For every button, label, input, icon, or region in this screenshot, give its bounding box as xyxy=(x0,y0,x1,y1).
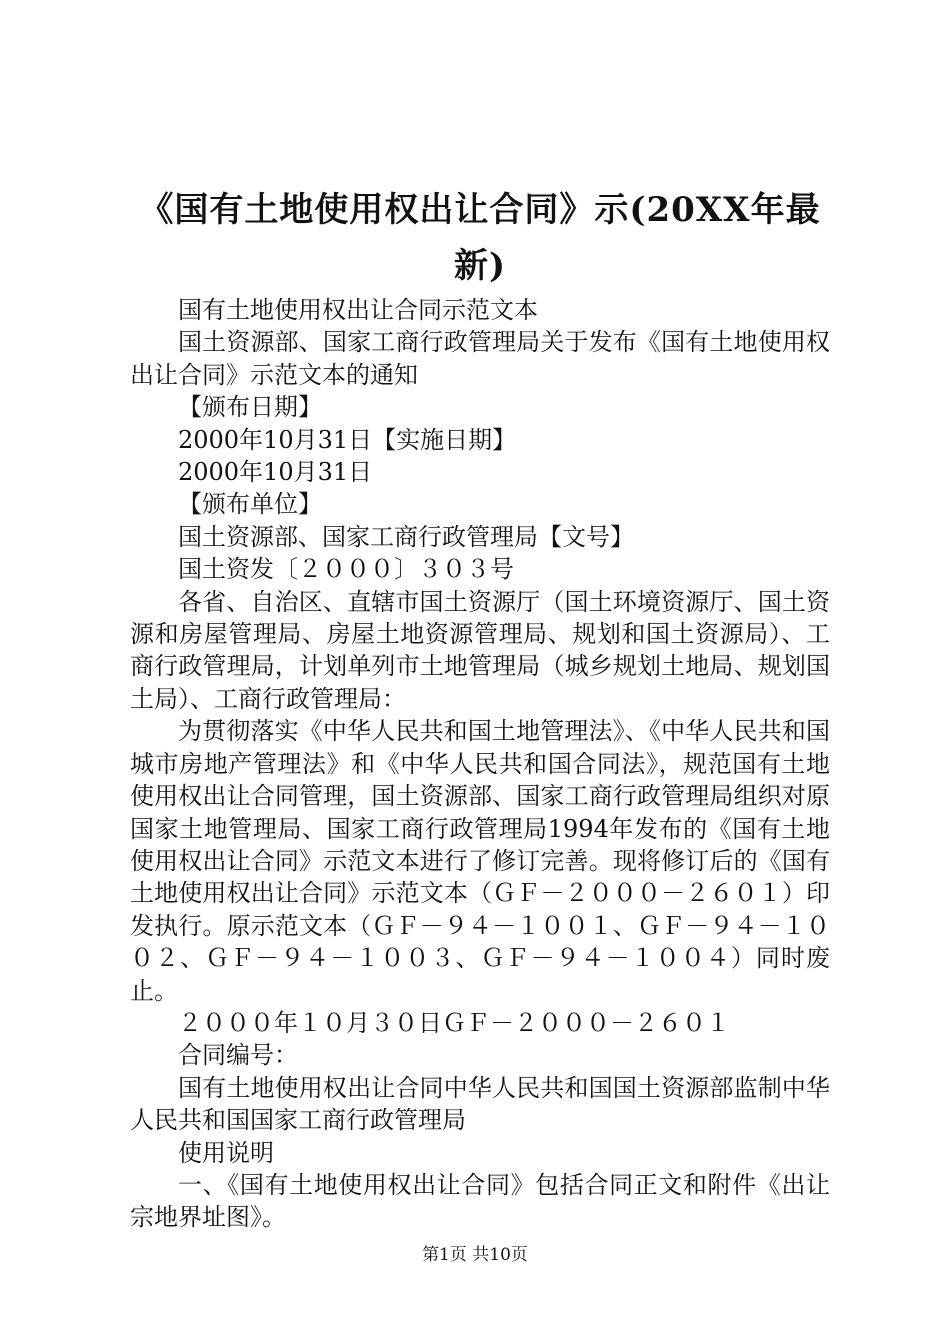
paragraph: 各省、自治区、直辖市国土资源厅（国土环境资源厅、国土资源和房屋管理局、房屋土地资源管理局、规划和国土资源局）、工商行政管理局，计划单列市土地管理局（城乡规划土地局、规划国土局）、工商行政管理局： xyxy=(130,587,830,713)
paragraph: 2000年10月31日 xyxy=(178,458,373,487)
paragraph: 国有土地使用权出让合同示范文本 xyxy=(178,296,538,324)
paragraph: 国有土地使用权出让合同中华人民共和国国土资源部监制中华人民共和国国家工商行政管理局 xyxy=(130,1073,830,1135)
paragraph: 2000年10月31日【实施日期】 xyxy=(178,425,517,454)
document-body xyxy=(130,294,830,1234)
paragraph: 国土资发〔２０００〕３０３号 xyxy=(178,555,514,584)
paragraph: 【颁布日期】 xyxy=(178,393,322,422)
paragraph: 国土资源部、国家工商行政管理局关于发布《国有土地使用权出让合同》示范文本的通知 xyxy=(130,328,830,389)
paragraph: 国土资源部、国家工商行政管理局【文号】 xyxy=(178,522,634,551)
document-title: 《国有土地使用权出让合同》示(20XX年最新) xyxy=(139,190,821,286)
paragraph: 合同编号： xyxy=(178,1041,298,1070)
paragraph: 为贯彻落实《中华人民共和国土地管理法》、《中华人民共和国城市房地产管理法》和《中华人民共和国合同法》，规范国有土地使用权出让合同管理，国土资源部、国家工商行政管理局组织对原国家土地管理局、国家工商行政管理局1994年发布的《国有土地使用权出让合同》示范文本进行了修订完善。现将修订后的《国有土地使用权出让合同》示范文本（ＧＦ－２０００－２６０１）印发执行。原示范文本（ＧＦ－９４－１００１、ＧＦ－９４－１００２、ＧＦ－９４－１００３、ＧＦ－９４－１００４）同时废止。 xyxy=(130,717,830,1005)
paragraph: ２０００年１０月３０日ＧＦ－２０００－２６０１ xyxy=(178,1008,730,1037)
paragraph: 使用说明 xyxy=(178,1138,274,1167)
paragraph: 一、《国有土地使用权出让合同》包括合同正文和附件《出让宗地界址图》。 xyxy=(130,1170,830,1232)
page-footer: 第1页 共10页 xyxy=(422,1245,528,1265)
paragraph: 【颁布单位】 xyxy=(178,490,322,519)
